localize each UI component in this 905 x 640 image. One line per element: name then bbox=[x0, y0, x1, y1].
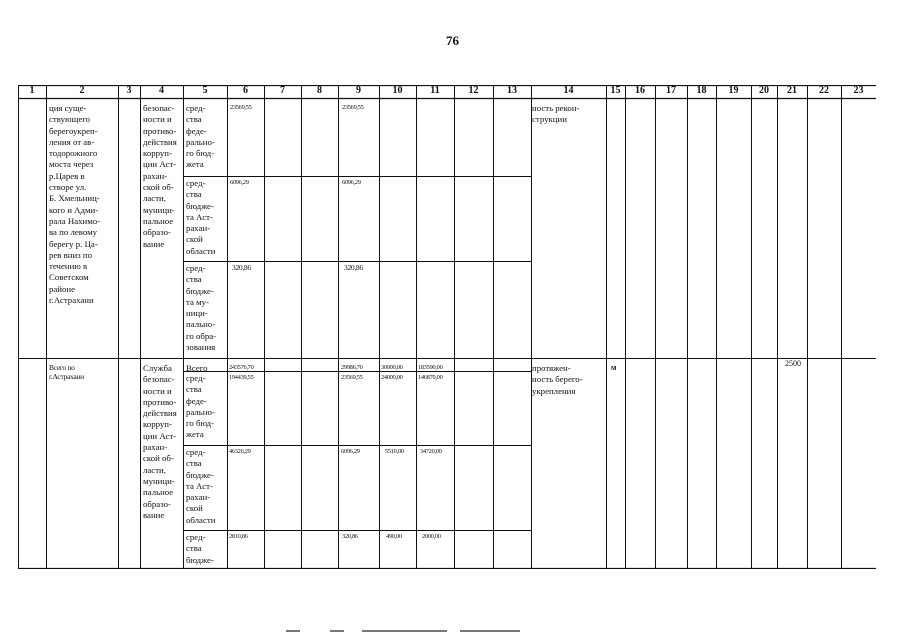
row1-municipal-col6: 320,86 bbox=[232, 263, 251, 272]
row2-federal-col11: 146870,00 bbox=[418, 374, 443, 381]
column-header-17: 17 bbox=[666, 85, 676, 96]
row2-federal-col10: 24000,00 bbox=[381, 374, 403, 381]
row2-source-municipal: сред- ства бюдже- bbox=[186, 532, 214, 565]
data-table bbox=[18, 85, 876, 569]
row1-federal-col6: 23569,55 bbox=[230, 104, 252, 111]
column-header-7: 7 bbox=[280, 85, 285, 96]
row2-total-label: Всего по г.Астрахани bbox=[49, 363, 84, 381]
row2-total-col11: 183590,00 bbox=[418, 364, 443, 371]
row1-executor: безопас- ности и противо- действия корруп- ции Аст- рахан- ской об- ласти, муници- пальное образо- вание bbox=[143, 103, 177, 249]
column-header-20: 20 bbox=[759, 85, 769, 96]
row1-source-regional: сред- ства бюдже- та Аст- рахан- ской области bbox=[186, 178, 216, 256]
row2-target-value: 2500 bbox=[785, 359, 801, 368]
row1-regional-col9: 6096,29 bbox=[342, 179, 361, 186]
row1-federal-col9: 23569,55 bbox=[342, 104, 364, 111]
row2-federal-col6: 194439,55 bbox=[229, 374, 254, 381]
column-header-14: 14 bbox=[563, 85, 574, 96]
page-number: 76 bbox=[446, 33, 459, 48]
row2-regional-col6: 46326,29 bbox=[229, 448, 251, 455]
footer-mark bbox=[460, 630, 520, 632]
row2-total-col10: 30000,00 bbox=[381, 364, 403, 371]
row2-total-col6: 243576,70 bbox=[229, 364, 254, 371]
footer-mark bbox=[362, 630, 447, 632]
column-header-22: 22 bbox=[819, 85, 829, 96]
column-header-4: 4 bbox=[159, 85, 164, 96]
row2-federal-col9: 23569,55 bbox=[341, 374, 363, 381]
column-header-19: 19 bbox=[728, 85, 739, 96]
column-header-9: 9 bbox=[356, 85, 361, 96]
row2-source-regional: сред- ства бюдже- та Аст- рахан- ской области bbox=[186, 447, 216, 525]
column-header-10: 10 bbox=[392, 85, 403, 96]
column-header-8: 8 bbox=[317, 85, 322, 96]
column-header-23: 23 bbox=[853, 85, 864, 96]
row1-indicator: ность рекон- струкции bbox=[532, 103, 580, 125]
row2-source-total: Всего bbox=[186, 363, 208, 373]
row2-municipal-col11: 2000,00 bbox=[422, 533, 441, 540]
column-header-16: 16 bbox=[635, 85, 645, 96]
footer-mark bbox=[330, 630, 344, 632]
row2-executor: Служба безопас- ности и противо- действия корруп- ции Аст- рахан- ской об- ласти, муници- пальное образо- вание bbox=[143, 363, 177, 520]
row2-unit: м bbox=[611, 363, 617, 372]
row2-municipal-col6: 2810,86 bbox=[229, 533, 248, 540]
column-header-5: 5 bbox=[202, 85, 208, 96]
row1-object-name: ция суще- ствующего берегоукреп- ления от ав- тодорожного моста через р.Царев в створе ул. Б. Хмельниц- кого и Адми- рала Нахимо- ва по левому берегу р. Ца- рев вниз по течению в Советском районе г.Астрахани bbox=[49, 103, 101, 306]
row2-regional-col9: 6096,29 bbox=[341, 448, 360, 455]
column-header-11: 11 bbox=[430, 85, 440, 96]
row2-regional-col11: 34720,00 bbox=[420, 448, 442, 455]
row1-municipal-col9: 320,86 bbox=[344, 263, 363, 272]
row2-total-col9: 29986,70 bbox=[341, 364, 363, 371]
row2-indicator: протяжен- ность берего- укрепления bbox=[532, 363, 583, 396]
row2-municipal-col10: 490,00 bbox=[386, 533, 402, 540]
row2-regional-col10: 5510,00 bbox=[385, 448, 404, 455]
column-header-13: 13 bbox=[507, 85, 517, 96]
footer-mark bbox=[286, 630, 300, 632]
column-header-12: 12 bbox=[468, 85, 479, 96]
column-header-6: 6 bbox=[243, 85, 248, 96]
row1-regional-col6: 6096,29 bbox=[230, 179, 249, 186]
row2-municipal-col9: 320,86 bbox=[342, 533, 358, 540]
column-header-21: 21 bbox=[787, 85, 797, 96]
row1-source-municipal: сред- ства бюдже- та му- ници- пально- го обра- зования bbox=[186, 263, 217, 353]
column-header-1: 1 bbox=[29, 85, 35, 96]
column-header-18: 18 bbox=[696, 85, 707, 96]
column-header-15: 15 bbox=[610, 85, 621, 96]
column-header-3: 3 bbox=[126, 85, 132, 96]
row1-source-federal: сред- ства феде- рально- го бюд- жета bbox=[186, 103, 215, 170]
row2-source-federal: сред- ства феде- рально- го бюд- жета bbox=[186, 373, 215, 440]
column-header-2: 2 bbox=[79, 85, 85, 96]
